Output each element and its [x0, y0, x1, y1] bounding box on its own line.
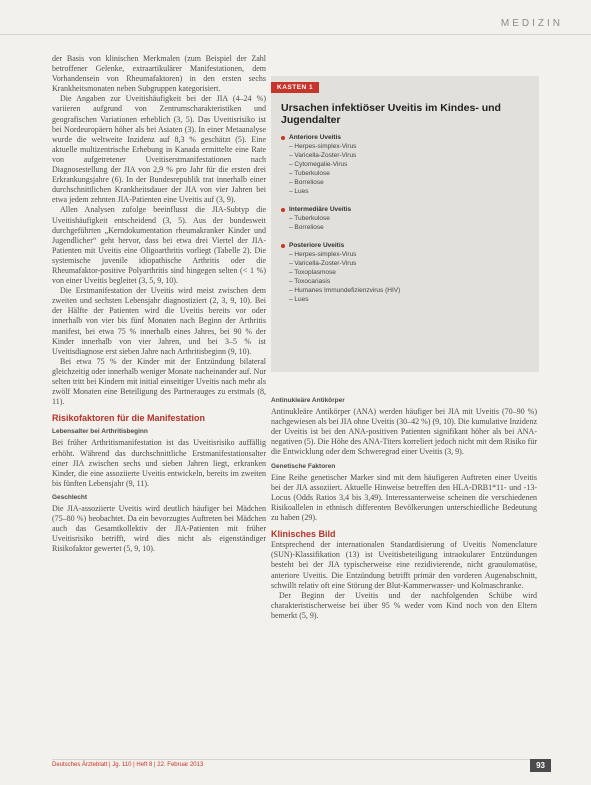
list-item: – Herpes-simplex-Virus — [289, 143, 357, 150]
right-column — [271, 392, 537, 621]
bullet-icon — [281, 208, 285, 212]
section-heading-clinical: Klinisches Bild — [271, 529, 336, 540]
list-item: – Tuberkulose — [289, 215, 330, 222]
group-title: Posteriore Uveitis — [289, 242, 345, 249]
left-column — [52, 54, 266, 555]
info-box — [271, 76, 539, 372]
subheading-ana: Antinukleäre Antikörper — [271, 397, 345, 404]
paragraph-age: Bei früher Arthritismanifestation ist das Uveitisrisiko auffällig erhöht. Während das durchschnittliche Erstmanifestationsalter einer JIA zwischen sechs und sieben Jahren liegt, erkranken Kinder, die eine assoziierte Uveitis entwickeln, bereits im zweiten bis fünften Lebensjahr (9, 11). — [52, 438, 266, 488]
box-group-intermediate — [281, 206, 529, 232]
box-group-anterior — [281, 134, 529, 196]
list-item: – Toxoplasmose — [289, 269, 336, 276]
paragraph-genetic: Eine Reihe genetischer Marker sind mit dem häufigeren Auftreten einer Uveitis bei der JIA assoziiert. Aktuelle Hinweise betreffen den HLA-DRB1*11- und -13-Locus (Odds Ratios 3,4 bis 3,49). Interessanterweise scheinen die verschiedenen Risikoallelen in ethnisch differenten Bevölkerungen unterschiedliche Bedeutung zu haben (29). — [271, 472, 537, 523]
subheading-age: Lebensalter bei Arthritisbeginn — [52, 428, 148, 436]
section-heading-risk: Risikofaktoren für die Manifestation — [52, 413, 206, 424]
list-item: – Varicella-Zoster-Virus — [289, 260, 357, 267]
section-label: MEDIZIN — [500, 18, 563, 29]
subheading-gender: Geschlecht — [52, 493, 88, 501]
box-group-posterior — [281, 242, 529, 304]
list-item: – Varicella-Zoster-Virus — [289, 152, 357, 159]
header-rule — [0, 34, 591, 35]
footer-rule — [52, 759, 537, 760]
list-item: – Borreliose — [289, 224, 324, 231]
list-item: – Cytomegalie-Virus — [289, 161, 348, 168]
paragraph: Bei etwa 75 % der Kinder mit der Entzündung bilateral gleichzeitig oder innerhalb weniger Monate nacheinander auf. Nur selten tritt bei Kindern mit initial einseitiger Uveitis nach mehr als zwölf Monaten eine Beteiligung des Partnerauges zu erstmals (8, 11). — [52, 356, 266, 407]
paragraph: Die Erstmanifestation der Uveitis wird meist zwischen dem zweiten und sechsten Lebensjahr diagnostiziert (2, 3, 9, 10). Bei der Hälfte der Patienten wird die Uveitis bereits vor oder innerhalb von vier bis fünf Monaten nach Beginn der Arthritis manifest, bei etwa 75 % innerhalb eines Jahres, bei 90 % der Kinder innerhalb von vier Jahren, und bei 3–5 % ist Uveitisdiagnose erst sieben Jahre nach Arthritisbeginn (9, 10). — [52, 286, 266, 356]
paragraph: Allen Analysen zufolge beeinflusst die JIA-Subtyp die Uveitishäufigkeit entscheidend (3, 5). Aus der bundesweit durchgeführten „Kerndokumentation rheumakranker Kinder und Jugendlicher“ geht hervor, dass bei etwa drei Viertel der JIA-Patienten mit Uveitis eine Oligoarthritis vorliegt (Tabelle 2). Die systemische juvenile idiopathische Arthritis oder die Rheumafaktor-positive Polyarthritis sind hingegen selten (< 1 %) von einer Uveitis begleitet (3, 5, 9, 10). — [52, 205, 266, 286]
subheading-genetic: Genetische Faktoren — [271, 462, 336, 470]
list-item: – Humanes Immundefizienzvirus (HIV) — [289, 287, 401, 294]
paragraph-ana: Antinukleäre Antikörper (ANA) werden häufiger bei JIA mit Uveitis (70–90 %) nachgewiesen als bei JIA ohne Uveitis (30–42 %) (9, 10). Die kumulative Inzidenz der Uveitis ist bei den ANA-positiven Patienten signifikant höher als bei ANA-negativen (5). Die Höhe des ANA-Titers korreliert jedoch nicht mit dem Risiko für die Entwicklung oder dem Schweregrad einer Uveitis (3, 9). — [271, 407, 537, 457]
list-item: – Tuberkulose — [289, 170, 330, 177]
paragraph: Die Angaben zur Uveitishäufigkeit bei der JIA (4–24 %) variieren aufgrund von Zentrumscharakteristiken und geografischen Variationen erheblich (3, 5). Das Uveitisrisiko ist bei Nordeuropäern höher als bei Asiaten (3). In einer Metaanalyse wurde die weltweite Inzidenz auf 8,3 % geschätzt (5). Eine aktuelle multizentrische Erhebung in Kanada ermittelte eine Rate von aufgetretener Uveitiserstmanifestationen nach Diagnosestellung der JIA von 2,9 % pro Jahr für die ersten drei Erkrankungsjahre (6). In der Bundesrepublik trat innerhalb einer durchschnittlichen Krankheitsdauer der JIA von vier Jahren bei etwa jedem zehnten JIA-Patienten eine Uveitis auf (3, 9). — [52, 94, 266, 205]
group-title: Anteriore Uveitis — [289, 134, 342, 141]
bullet-icon — [281, 136, 285, 140]
paragraph-course: Der Beginn der Uveitis und der nachfolgenden Schübe wird charakteristischerweise bei über 95 % weder vom Kind noch von den Eltern bemerkt (5, 9). — [271, 590, 537, 620]
paragraph-gender: Die JIA-assoziierte Uveitis wird deutlich häufiger bei Mädchen (75–80 %) beobachtet. Da ein bevorzugtes Auftreten bei Mädchen auch das Gesamtkollektiv der JIA-Patienten mit früher Uveitisrisiko betrifft, wird dies nicht als eigenständiger Risikofaktor gewertet (5, 9, 10). — [52, 504, 266, 554]
paragraph-clinical: Entsprechend der internationalen Standardisierung of Uveitis Nomenclature (SUN)-Klassifikation (13) ist Uveitisbeteiligung intraokularer Entzündungen besteht bei der JIA typischerweise eine rezidivierende, nicht granulomatöse, anteriore Uveitis. Die Entzündung betrifft primär den vorderen Augenabschnitt, schwillt relativ oft eine Störung der Blut-Kammerwasser- und Kolmaschranke. — [271, 540, 537, 590]
group-title: Intermediäre Uveitis — [289, 206, 352, 213]
bullet-icon — [281, 244, 285, 248]
box-tag: KASTEN 1 — [271, 82, 319, 93]
journal-citation: Deutsches Ärzteblatt | Jg. 110 | Heft 8 | 22. Februar 2013 — [52, 762, 204, 768]
list-item: – Herpes-simplex-Virus — [289, 251, 357, 258]
list-item: – Borreliose — [289, 179, 324, 186]
list-item: – Lues — [289, 188, 309, 195]
list-item: – Toxocariasis — [289, 278, 331, 285]
paragraph: der Basis von klinischen Merkmalen (zum Beispiel der Zahl betroffener Gelenke, extraartikulärer Manifestationen, dem Vorhandensein von Rheumafaktoren) in den ersten sechs Krankheitsmonaten neben Subgruppen kategorisiert. — [52, 54, 266, 94]
page-number: 93 — [530, 759, 551, 772]
list-item: – Lues — [289, 296, 309, 303]
box-title: Ursachen infektiöser Uveitis im Kindes- und Jugendalter — [281, 102, 501, 126]
